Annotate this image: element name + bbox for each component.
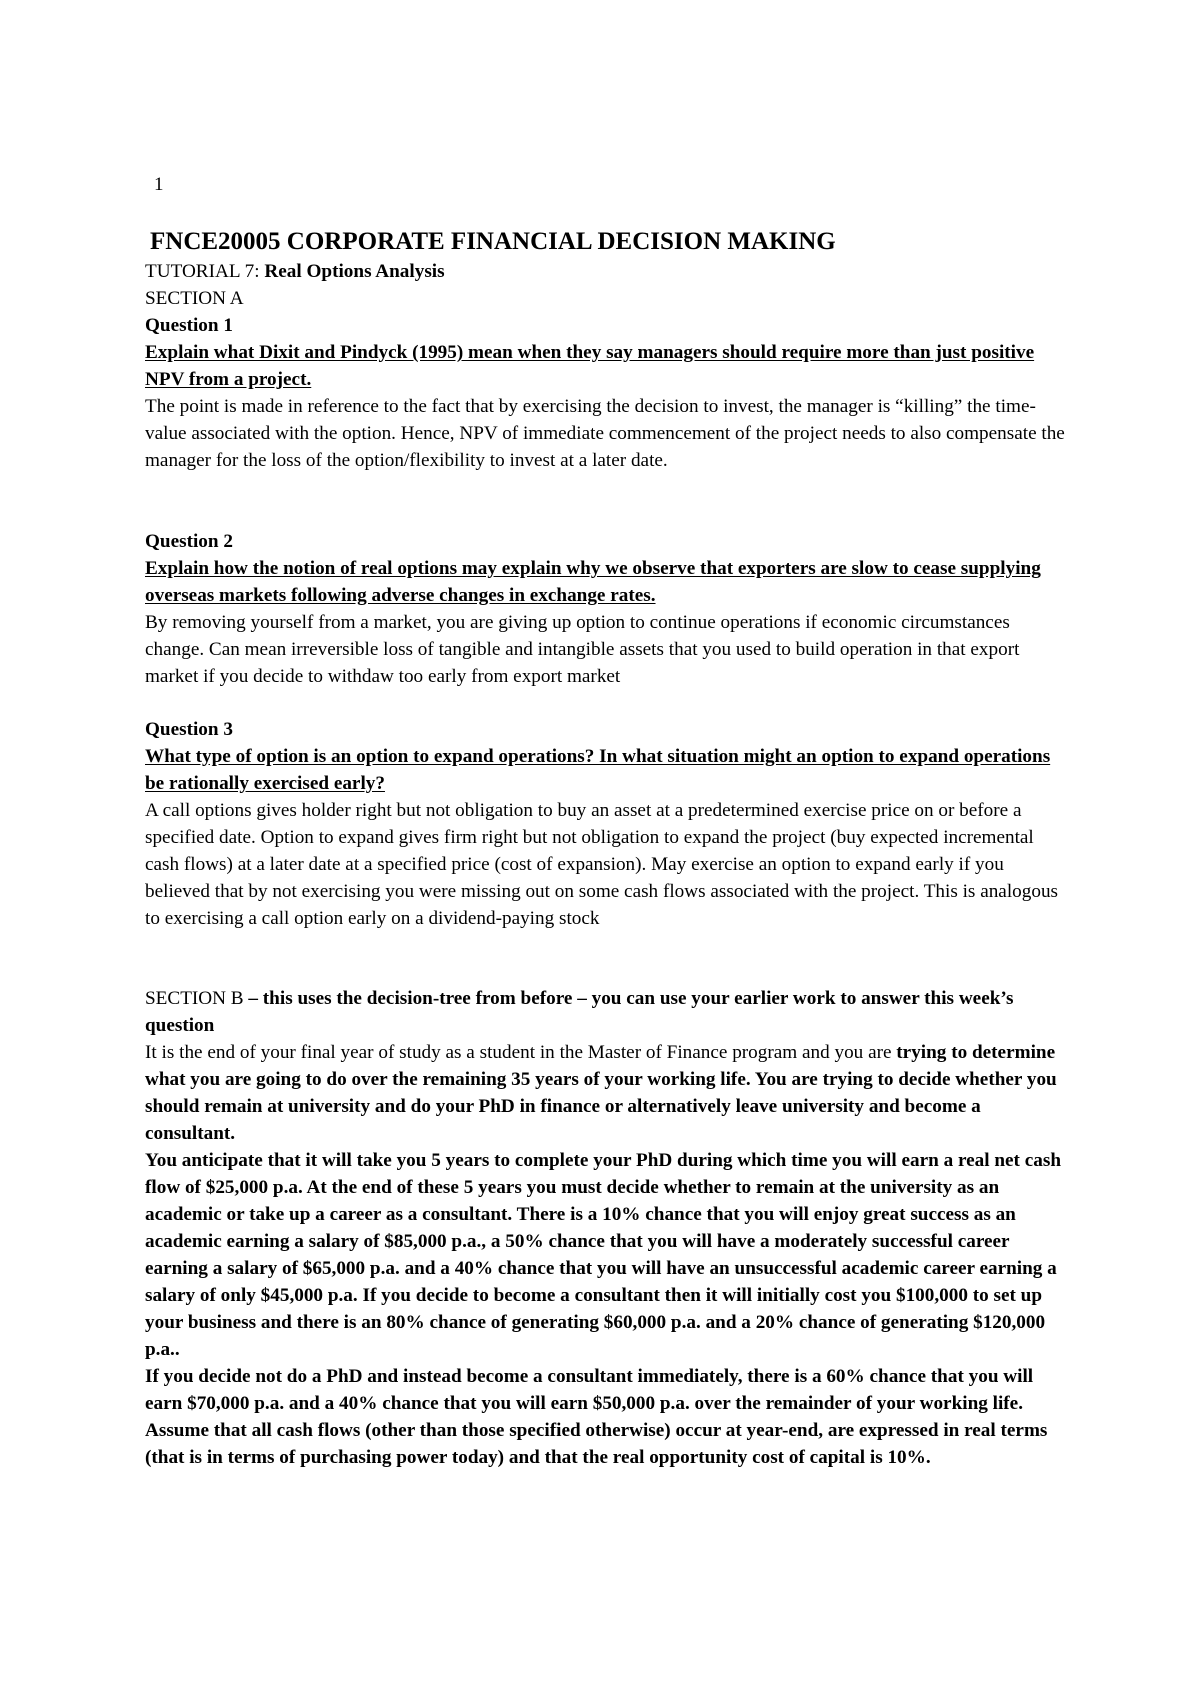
question-heading: Question 2 bbox=[145, 531, 233, 552]
section-b-paragraph-assumptions: Assume that all cash flows (other than those specified otherwise) occur at year-end, are expressed in real terms (that is in terms of purchasing power today) and that the real opportunity cost of capital is 10%. bbox=[145, 1420, 1048, 1468]
tutorial-name: Real Options Analysis bbox=[264, 261, 445, 282]
tutorial-prefix: TUTORIAL 7: bbox=[145, 261, 265, 282]
section-b-intro bbox=[145, 1039, 1065, 1147]
question-3 bbox=[145, 716, 1065, 932]
tutorial-line bbox=[145, 258, 1065, 285]
question-answer: A call options gives holder right but not obligation to buy an asset at a predetermined exercise price on or before a specified date. Option to expand gives firm right but not obligation to expand the project (buy expected incremental cash flows) at a later date at a specified price (cost of expansion). May exercise an option to expand early if you believed that by not exercising you were missing out on some cash flows associated with the project. This is analogous to exercising a call option early on a dividend-paying stock bbox=[145, 800, 1058, 929]
question-prompt: What type of option is an option to expand operations? In what situation might an option to expand operations be rationally exercised early? bbox=[145, 746, 1051, 794]
question-prompt: Explain what Dixit and Pindyck (1995) mean when they say managers should require more than just positive NPV from a project. bbox=[145, 342, 1035, 390]
section-b-heading bbox=[145, 985, 1065, 1039]
section-b-paragraph-phd: You anticipate that it will take you 5 years to complete your PhD during which time you will earn a real net cash flow of $25,000 p.a. At the end of these 5 years you must decide whether to remain at the university as an academic or take up a career as a consultant. There is a 10% chance that you will enjoy great success as an academic earning a salary of $85,000 p.a., a 50% chance that you will have a moderately successful career earning a salary of $65,000 p.a. and a 40% chance that you will have an unsuccessful academic career earning a salary of only $45,000 p.a. If you decide to become a consultant then it will initially cost you $100,000 to set up your business and there is an 80% chance of generating $60,000 p.a. and a 20% chance of generating $120,000 p.a.. bbox=[145, 1150, 1061, 1360]
section-b bbox=[145, 985, 1065, 1471]
section-b-heading-rest: – this uses the decision-tree from before – you can use your earlier work to answer this week’s question bbox=[145, 988, 1014, 1036]
question-heading: Question 3 bbox=[145, 719, 233, 740]
section-a-heading: SECTION A bbox=[145, 288, 244, 309]
page-number: 1 bbox=[154, 174, 164, 195]
question-prompt: Explain how the notion of real options may explain why we observe that exporters are slow to cease supplying overseas markets following adverse changes in exchange rates. bbox=[145, 558, 1041, 606]
section-b-paragraph-consultant: If you decide not do a PhD and instead become a consultant immediately, there is a 60% chance that you will earn $70,000 p.a. and a 40% chance that you will earn $50,000 p.a. over the remainder of your working life. bbox=[145, 1366, 1034, 1414]
section-b-intro-plain: It is the end of your final year of study as a student in the Master of Finance program and you are bbox=[145, 1042, 897, 1063]
document-title: FNCE20005 CORPORATE FINANCIAL DECISION MAKING bbox=[150, 228, 836, 255]
question-1 bbox=[145, 312, 1065, 474]
section-b-label: SECTION B bbox=[145, 988, 244, 1009]
question-2 bbox=[145, 528, 1065, 690]
tutorial-header bbox=[145, 258, 1065, 312]
section-b-intro-bold: trying to determine what you are going to do over the remaining 35 years of your working life. You are trying to decide whether you should remain at university and do your PhD in finance or alternatively leave university and become a consultant. bbox=[145, 1042, 1057, 1144]
question-answer: By removing yourself from a market, you are giving up option to continue operations if economic circumstances change. Can mean irreversible loss of tangible and intangible assets that you used to build operation in that export market if you decide to withdaw too early from export market bbox=[145, 612, 1020, 687]
question-heading: Question 1 bbox=[145, 315, 233, 336]
question-answer: The point is made in reference to the fact that by exercising the decision to invest, the manager is “killing” the time-value associated with the option. Hence, NPV of immediate commencement of the project needs to also compensate the manager for the loss of the option/flexibility to invest at a later date. bbox=[145, 396, 1065, 471]
